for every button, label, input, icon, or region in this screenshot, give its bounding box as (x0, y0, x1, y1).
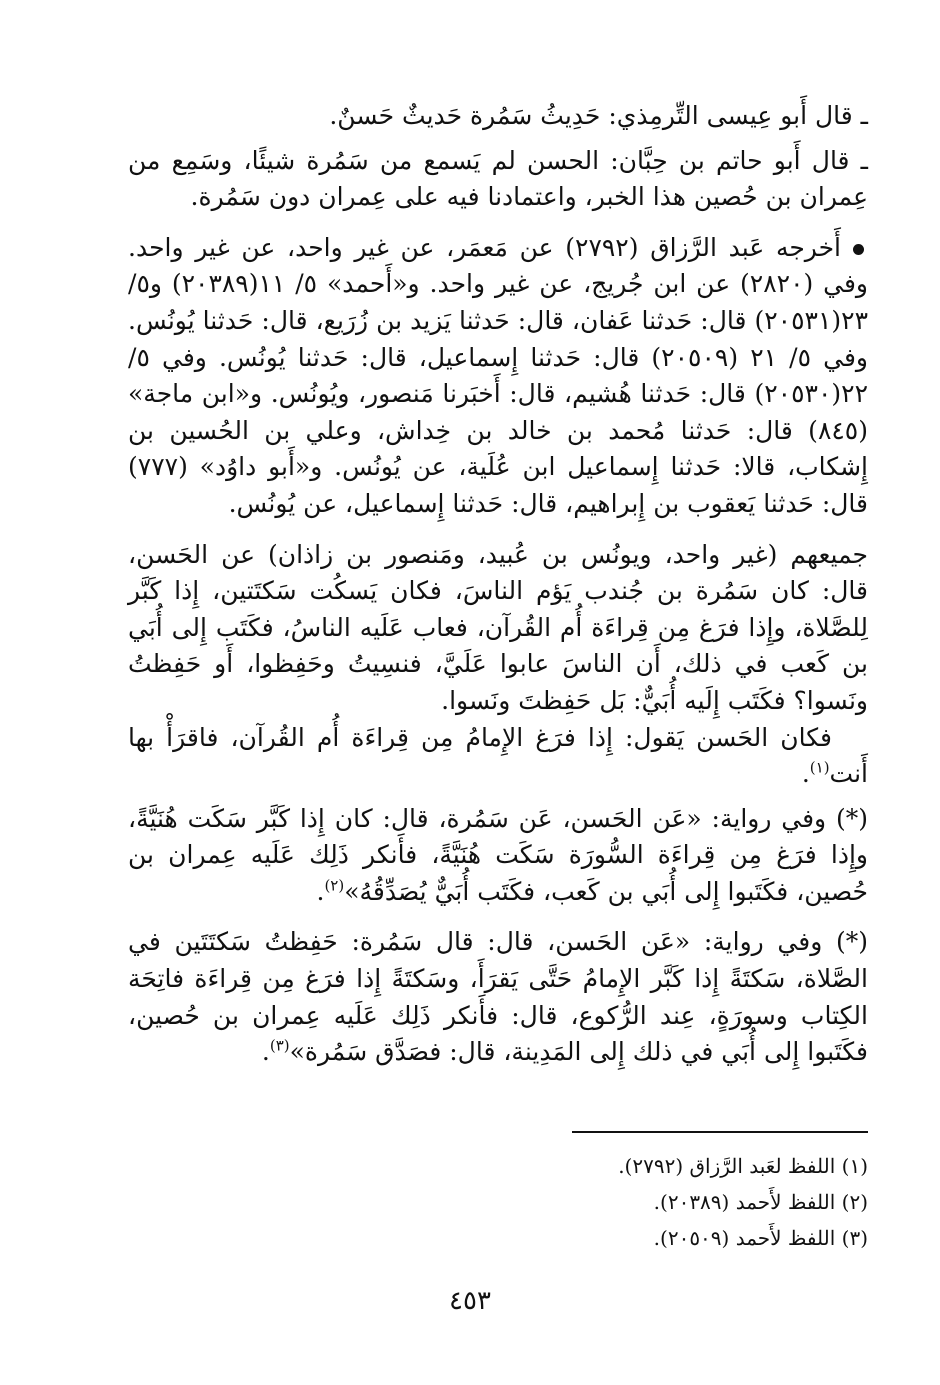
riwaya-1-text: (*) وفي رواية: «عَن الحَسن، عَن سَمُرة، قال: كان إِذا كَبَّر سَكَت هُنَيَّةً، وإِذا فرَغ مِن قِراءَة السُّورَة سَكَت هُنَيَّةً، فأَنكر ذَلِك عَلَيه عِمران بن حُصين، فكَتَبوا إِلى أُبَي بن كَعب، فكَتَب أُبَيٌّ يُصَدِّقُهُ» (128, 803, 868, 906)
footnote-ref-2: (٢) (324, 876, 345, 895)
hasan-saying (128, 720, 868, 793)
hasan-saying-end: . (801, 759, 810, 789)
footnote-2: (٢) اللفظ لأَحمد (٢٠٣٨٩). (653, 1190, 868, 1214)
footnote-divider (572, 1131, 868, 1133)
tirmidhi-statement: ـ قال أَبو عِيسى التِّرمِذي: حَدِيثُ سَمُرة حَديثٌ حَسنٌ. (329, 101, 868, 130)
riwaya-1 (128, 801, 868, 911)
footnote-1: (١) اللفظ لعَبد الرَّزاق (٢٧٩٢). (618, 1154, 868, 1178)
footnote-ref-3: (٣) (269, 1036, 290, 1055)
footnotes (128, 1148, 868, 1256)
hasan-saying-text: فكان الحَسن يَقول: إِذا فرَغ الإِمامُ مِن قِراءَة أُم القُرآن، فاقرَأْ بها أَنت (128, 722, 868, 789)
footnote-3: (٣) اللفظ لأَحمد (٢٠٥٠٩). (653, 1226, 868, 1250)
riwaya-2-end: . (261, 1037, 270, 1067)
page-body (128, 98, 868, 1071)
riwaya-1-end: . (316, 876, 325, 906)
ibn-hibban-statement: ـ قال أَبو حاتم بن حِبَّان: الحسن لم يَسمع من سَمُرة شيئًا، وسَمِع من عِمران بن حُصين هذا الخبر، واعتمادنا فيه على عِمران دون سَمُرة. (128, 145, 868, 212)
riwaya-2 (128, 924, 868, 1070)
takhrij-paragraph (128, 230, 868, 523)
footnote-ref-1: (١) (809, 758, 830, 777)
bullet-icon (853, 244, 864, 255)
riwaya-2-text: (*) وفي رواية: «عَن الحَسن، قال: قال سَمُرة: حَفِظتُ سَكتَتَين في الصَّلاة، سَكتَةً إِذا كَبَّر الإِمامُ حَتَّى يَقرَأَ، وسَكتَةً إِذا فرَغ مِن قِراءَة فاتِحَة الكِتاب وسورَةٍ، عِند الرُّكوع، قال: فأَنكر ذَلِك عَلَيه عِمران بن حُصين، فكَتَبوا إِلى أُبَي في ذلك إِلى المَدِينة، قال: فصَدَّق سَمُرة» (128, 927, 868, 1067)
hadith-text: جميعهم (غير واحد، ويونُس بن عُبيد، ومَنصور بن زاذان) عن الحَسن، قال: كان سَمُرة بن جُندب يَؤم الناسَ، فكان يَسكُت سَكتَتين، إِذا كَبَّر لِلصَّلاة، وإِذا فرَغ مِن قِراءَة أُم القُرآن، فعاب عَلَيه الناسُ، فكَتَب إِلى أُبَي بن كَعب في ذلك، أَن الناسَ عابوا عَلَيَّ، فنسِيتُ وحَفِظوا، أَو حَفِظتُ ونَسوا؟ فكَتَب إِلَيه أُبَيٌّ: بَل حَفِظتَ ونَسوا. (128, 539, 868, 715)
takhrij-text: أَخرجه عَبد الرَّزاق (٢٧٩٢) عن مَعمَر، عن غير واحد، عن غير واحد. وفي (٢٨٢٠) عن ابن جُريج، عن غير واحد. و«أَحمد» ٥/ ١١(٢٠٣٨٩) و٥/ ٢٣(٢٠٥٣١) قال: حَدثنا عَفان، قال: حَدثنا يَزيد بن زُرَيع، قال: حَدثنا يُونُس. وفي ٥/ ٢١ (٢٠٥٠٩) قال: حَدثنا إِسماعيل، قال: حَدثنا يُونُس. وفي ٥/ ٢٢(٢٠٥٣٠) قال: حَدثنا هُشيم، قال: أَخبَرنا مَنصور، ويُونُس. و«ابن ماجة» (٨٤٥) قال: حَدثنا مُحمد بن خالد بن خِداش، وعلي بن الحُسين بن إِشكاب، قالا: حَدثنا إِسماعيل ابن عُلَية، عن يُونُس. و«أَبو داوُد» (٧٧٧) قال: حَدثنا يَعقوب بن إِبراهيم، قال: حَدثنا إِسماعيل، عن يُونُس. (128, 232, 869, 518)
page-number: ٤٥٣ (449, 1286, 491, 1316)
